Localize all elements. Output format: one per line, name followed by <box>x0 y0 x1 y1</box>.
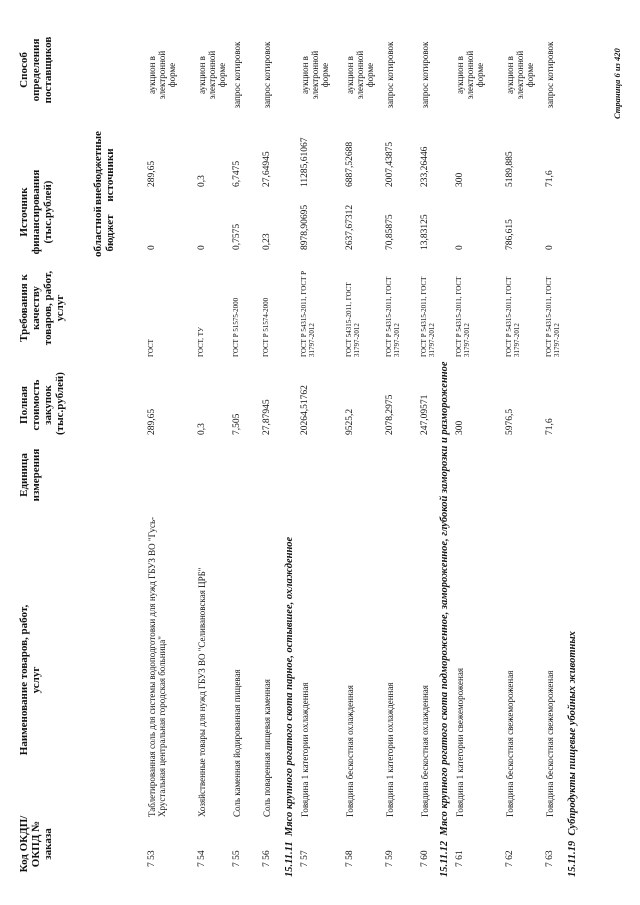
row-name: Говядина бескостная охлажденная <box>345 685 355 817</box>
row-regional: 0,23 <box>262 233 272 250</box>
row-name: Говядина бескостная свежемороженая <box>545 670 555 817</box>
row-cost: 9525,2 <box>345 408 355 435</box>
row-extra: 2007,43875 <box>385 141 395 187</box>
row-method: аукцион в электронной форме <box>455 50 485 100</box>
header-method: Способ определения поставщиков <box>18 36 54 104</box>
header-code: Код ОКДП/ ОКПД № заказа <box>18 815 54 873</box>
row-method: запрос котировок <box>545 41 555 109</box>
row-code: 7 54 <box>197 850 207 867</box>
row-cost: 300 <box>455 420 465 435</box>
section-code: 15.11.19 <box>567 840 578 877</box>
page-footer: Страница 6 из 420 <box>612 48 622 119</box>
row-method: аукцион в электронной форме <box>147 50 177 100</box>
row-extra: 6887,52688 <box>345 141 355 187</box>
row-name: Говядина 1 категории свежемороженая <box>455 668 465 817</box>
row-name: Говядина бескостная свежемороженая <box>505 670 515 817</box>
row-cost: 20264,51762 <box>300 385 310 435</box>
row-extra: 5189,885 <box>505 151 515 187</box>
row-method: запрос котировок <box>420 41 430 109</box>
row-extra: 289,65 <box>147 160 157 187</box>
header-extra: внебюджетные источники <box>92 131 116 205</box>
row-extra: 233,26446 <box>420 146 430 187</box>
row-cost: 289,65 <box>147 408 157 435</box>
row-name: Таблетированная соль для системы водоподготовки для нужд ГБУЗ ВО "Гусь-Хрустальная центральная городская больница" <box>147 516 167 817</box>
row-regional: 2637,67312 <box>345 204 355 250</box>
section-code: 15.11.11 <box>284 841 295 877</box>
row-quality: ГОСТ Р 51574-2000 <box>262 297 270 357</box>
header-regional: областной бюджет <box>92 206 116 257</box>
section-heading <box>439 361 450 877</box>
row-extra: 11285,61067 <box>300 137 310 187</box>
row-quality: ГОСТ <box>147 339 155 357</box>
row-quality: ГОСТ Р 54315-2011, ГОСТ Р 31797-2012 <box>300 270 316 357</box>
row-regional: 0 <box>545 245 555 250</box>
row-code: 7 63 <box>545 850 555 867</box>
row-name: Говядина 1 категории охлажденная <box>385 682 395 817</box>
row-code: 7 59 <box>385 850 395 867</box>
row-extra: 0,3 <box>197 175 207 187</box>
row-cost: 71,6 <box>545 418 555 435</box>
row-quality: ГОСТ 54315-2011, ГОСТ 31797-2012 <box>345 282 361 357</box>
row-regional: 786,615 <box>505 219 515 250</box>
row-quality: ГОСТ Р 54315-2011, ГОСТ 31797-2012 <box>455 276 471 357</box>
row-quality: ГОСТ Р 54315-2011, ГОСТ 31797-2012 <box>545 276 561 357</box>
row-regional: 0 <box>197 245 207 250</box>
row-name: Говядина 1 категории охлажденная <box>300 682 310 817</box>
row-method: запрос котировок <box>385 41 395 109</box>
row-regional: 70,85875 <box>385 214 395 250</box>
row-cost: 2078,2975 <box>385 394 395 435</box>
section-title: Мясо крупного рогатого скота парное, остывшее, охлажденное <box>284 536 295 837</box>
row-regional: 8978,90695 <box>300 204 310 250</box>
row-name: Соль поваренная пищевая каменная <box>262 679 272 817</box>
header-cost: Полная стоимость закупок (тыс.рублей) <box>18 372 66 435</box>
row-method: аукцион в электронной форме <box>197 50 227 100</box>
row-code: 7 56 <box>262 850 272 867</box>
row-quality: ГОСТ Р 54315-2011, ГОСТ 31797-2012 <box>385 276 401 357</box>
row-extra: 300 <box>455 172 465 187</box>
row-method: аукцион в электронной форме <box>300 50 330 100</box>
row-code: 7 61 <box>455 850 465 867</box>
row-code: 7 60 <box>420 850 430 867</box>
row-regional: 0 <box>147 245 157 250</box>
row-code: 7 53 <box>147 850 157 867</box>
row-extra: 71,6 <box>545 170 555 187</box>
row-cost: 0,3 <box>197 423 207 435</box>
row-code: 7 62 <box>505 850 515 867</box>
row-cost: 5976,5 <box>505 408 515 435</box>
row-name: Хозяйственные товары для нужд ГБУЗ ВО "Селивановская ЦРБ" <box>197 567 207 817</box>
section-code: 15.11.12 <box>439 840 450 877</box>
header-unit: Единица измерения <box>18 448 42 502</box>
row-extra: 27,64945 <box>262 151 272 187</box>
section-title: Субпродукты пищевые убойных животных <box>567 631 578 836</box>
row-cost: 247,09571 <box>420 394 430 435</box>
row-cost: 7,505 <box>232 413 242 435</box>
row-method: запрос котировок <box>232 41 242 109</box>
section-title: Мясо крупного рогатого скота подмороженное, замороженное, глубокой заморозки и размороженное <box>439 361 450 836</box>
row-regional: 0 <box>455 245 465 250</box>
row-quality: ГОСТ Р 54315-2011, ГОСТ 31797-2012 <box>420 276 436 357</box>
header-quality: Требования к качеству товаров, работ, услуг <box>18 270 66 346</box>
row-method: аукцион в электронной форме <box>345 50 375 100</box>
row-method: запрос котировок <box>262 41 272 109</box>
row-quality: ГОСТ Р 54315-2011, ГОСТ 31797-2012 <box>505 276 521 357</box>
row-name: Соль каменная йодированная пищевая <box>232 669 242 817</box>
row-regional: 0,7575 <box>232 223 242 250</box>
row-name: Говядина бескостная охлажденная <box>420 685 430 817</box>
row-cost: 27,87945 <box>262 399 272 435</box>
row-regional: 13,83125 <box>420 214 430 250</box>
row-code: 7 58 <box>345 850 355 867</box>
section-heading <box>567 631 578 877</box>
row-extra: 6,7475 <box>232 160 242 187</box>
row-code: 7 57 <box>300 850 310 867</box>
section-heading <box>284 537 295 877</box>
row-code: 7 55 <box>232 850 242 867</box>
row-quality: ГОСТ Р 51575-2000 <box>232 297 240 357</box>
row-method: аукцион в электронной форме <box>505 50 535 100</box>
header-name: Наименование товаров, работ, услуг <box>18 604 42 756</box>
header-source: Источник финансирования (тыс.рублей) <box>18 169 54 255</box>
row-quality: ГОСТ, ТУ <box>197 327 205 357</box>
